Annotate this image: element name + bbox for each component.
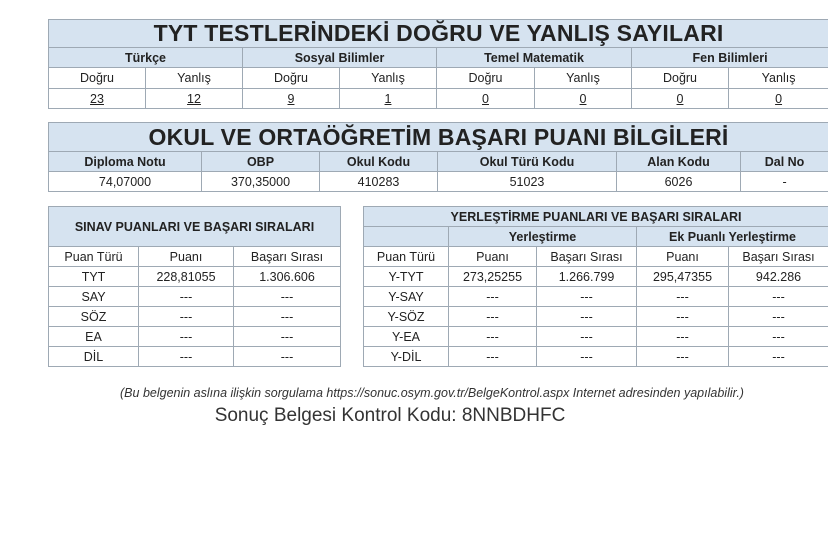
matematik-yanlis-value: 0: [579, 91, 587, 106]
sira-cell: ---: [234, 287, 341, 307]
basari-sirasi-header: Başarı Sırası: [537, 247, 637, 267]
okul-turu-kodu-header: Okul Türü Kodu: [438, 152, 617, 172]
turkce-yanlis-value: 12: [187, 91, 201, 106]
okul-info-table: [48, 122, 828, 192]
table-row: [364, 267, 828, 287]
alan-kodu-value: 6026: [617, 172, 741, 192]
sosyal-dogru-value: 9: [287, 91, 295, 106]
table-row: [364, 307, 828, 327]
subject-header-matematik: Temel Matematik: [437, 48, 632, 68]
puan-turu-cell: TYT: [49, 267, 139, 287]
diploma-notu-header: Diploma Notu: [49, 152, 202, 172]
puan-cell: ---: [139, 307, 234, 327]
puan-cell: ---: [139, 347, 234, 367]
puan-turu-header: Puan Türü: [364, 247, 449, 267]
ek-puani-header: Puanı: [637, 247, 729, 267]
puan-turu-cell: Y-TYT: [364, 267, 449, 287]
ek-sira-cell: 942.286: [729, 267, 828, 287]
subject-header-sosyal: Sosyal Bilimler: [243, 48, 437, 68]
yerlestirme-puanlari-table: [363, 206, 828, 367]
ek-puan-cell: ---: [637, 307, 729, 327]
verification-note: (Bu belgenin aslına ilişkin sorgulama https://sonuc.osym.gov.tr/BelgeKontrol.aspx Internet adresinden yapılabilir.): [120, 386, 744, 400]
puan-turu-header: Puan Türü: [49, 247, 139, 267]
ek-sira-cell: ---: [729, 287, 828, 307]
table-row: [364, 327, 828, 347]
dogru-label: Doğru: [49, 68, 146, 89]
okul-turu-kodu-value: 51023: [438, 172, 617, 192]
puan-cell: ---: [139, 327, 234, 347]
control-code: Sonuç Belgesi Kontrol Kodu: 8NNBDHFC: [214, 405, 566, 426]
puan-turu-cell: SÖZ: [49, 307, 139, 327]
puan-turu-cell: Y-DİL: [364, 347, 449, 367]
ek-sira-cell: ---: [729, 307, 828, 327]
puani-header: Puanı: [139, 247, 234, 267]
ek-basari-sirasi-header: Başarı Sırası: [729, 247, 828, 267]
basari-sirasi-header: Başarı Sırası: [234, 247, 341, 267]
sira-cell: ---: [234, 327, 341, 347]
dogru-label: Doğru: [632, 68, 729, 89]
sira-cell: ---: [537, 347, 637, 367]
sira-cell: ---: [234, 307, 341, 327]
alan-kodu-header: Alan Kodu: [617, 152, 741, 172]
obp-value: 370,35000: [202, 172, 320, 192]
puan-cell: ---: [449, 287, 537, 307]
table-row: [49, 307, 341, 327]
puan-turu-cell: Y-SÖZ: [364, 307, 449, 327]
table-row: [49, 267, 341, 287]
yerlestirme-group-header: Yerleştirme: [449, 227, 637, 247]
yerlestirme-table-title: YERLEŞTİRME PUANLARI VE BAŞARI SIRALARI: [364, 207, 828, 227]
sira-cell: ---: [537, 327, 637, 347]
sira-cell: 1.306.606: [234, 267, 341, 287]
puani-header: Puanı: [449, 247, 537, 267]
sinav-table-title: SINAV PUANLARI VE BAŞARI SIRALARI: [49, 207, 341, 247]
sinav-puanlari-table: [48, 206, 341, 367]
puan-turu-cell: SAY: [49, 287, 139, 307]
sira-cell: ---: [234, 347, 341, 367]
sira-cell: ---: [537, 307, 637, 327]
ek-puan-cell: ---: [637, 347, 729, 367]
yanlis-label: Yanlış: [729, 68, 828, 89]
fen-yanlis-value: 0: [775, 91, 783, 106]
tyt-table-title: TYT TESTLERİNDEKİ DOĞRU VE YANLIŞ SAYILARI: [49, 20, 828, 48]
ek-puanli-group-header: Ek Puanlı Yerleştirme: [637, 227, 828, 247]
fen-dogru-value: 0: [676, 91, 684, 106]
subject-header-fen: Fen Bilimleri: [632, 48, 828, 68]
dogru-label: Doğru: [243, 68, 340, 89]
dogru-label: Doğru: [437, 68, 535, 89]
puan-turu-cell: Y-EA: [364, 327, 449, 347]
ek-puan-cell: ---: [637, 287, 729, 307]
ek-puan-cell: ---: [637, 327, 729, 347]
okul-kodu-value: 410283: [320, 172, 438, 192]
puan-cell: ---: [449, 327, 537, 347]
puan-cell: 273,25255: [449, 267, 537, 287]
yanlis-label: Yanlış: [340, 68, 437, 89]
ek-puan-cell: 295,47355: [637, 267, 729, 287]
okul-kodu-header: Okul Kodu: [320, 152, 438, 172]
yanlis-label: Yanlış: [535, 68, 632, 89]
sira-cell: 1.266.799: [537, 267, 637, 287]
table-row: [364, 347, 828, 367]
diploma-notu-value: 74,07000: [49, 172, 202, 192]
table-row: [364, 287, 828, 307]
ek-sira-cell: ---: [729, 327, 828, 347]
table-row: [49, 347, 341, 367]
table-row: [49, 327, 341, 347]
puan-cell: ---: [449, 307, 537, 327]
table-row: [49, 287, 341, 307]
dal-no-header: Dal No: [741, 152, 828, 172]
obp-header: OBP: [202, 152, 320, 172]
sira-cell: ---: [537, 287, 637, 307]
matematik-dogru-value: 0: [482, 91, 489, 106]
dal-no-value: -: [741, 172, 828, 192]
tyt-counts-table: [48, 19, 828, 109]
subject-header-turkce: Türkçe: [49, 48, 243, 68]
ek-sira-cell: ---: [729, 347, 828, 367]
puan-cell: ---: [449, 347, 537, 367]
empty-header-cell: [364, 227, 449, 247]
puan-turu-cell: EA: [49, 327, 139, 347]
okul-table-title: OKUL VE ORTAÖĞRETİM BAŞARI PUANI BİLGİLERİ: [49, 123, 828, 152]
puan-turu-cell: DİL: [49, 347, 139, 367]
turkce-dogru-value: 23: [90, 91, 104, 106]
sosyal-yanlis-value: 1: [384, 91, 392, 106]
puan-cell: ---: [139, 287, 234, 307]
puan-cell: 228,81055: [139, 267, 234, 287]
yanlis-label: Yanlış: [146, 68, 243, 89]
puan-turu-cell: Y-SAY: [364, 287, 449, 307]
